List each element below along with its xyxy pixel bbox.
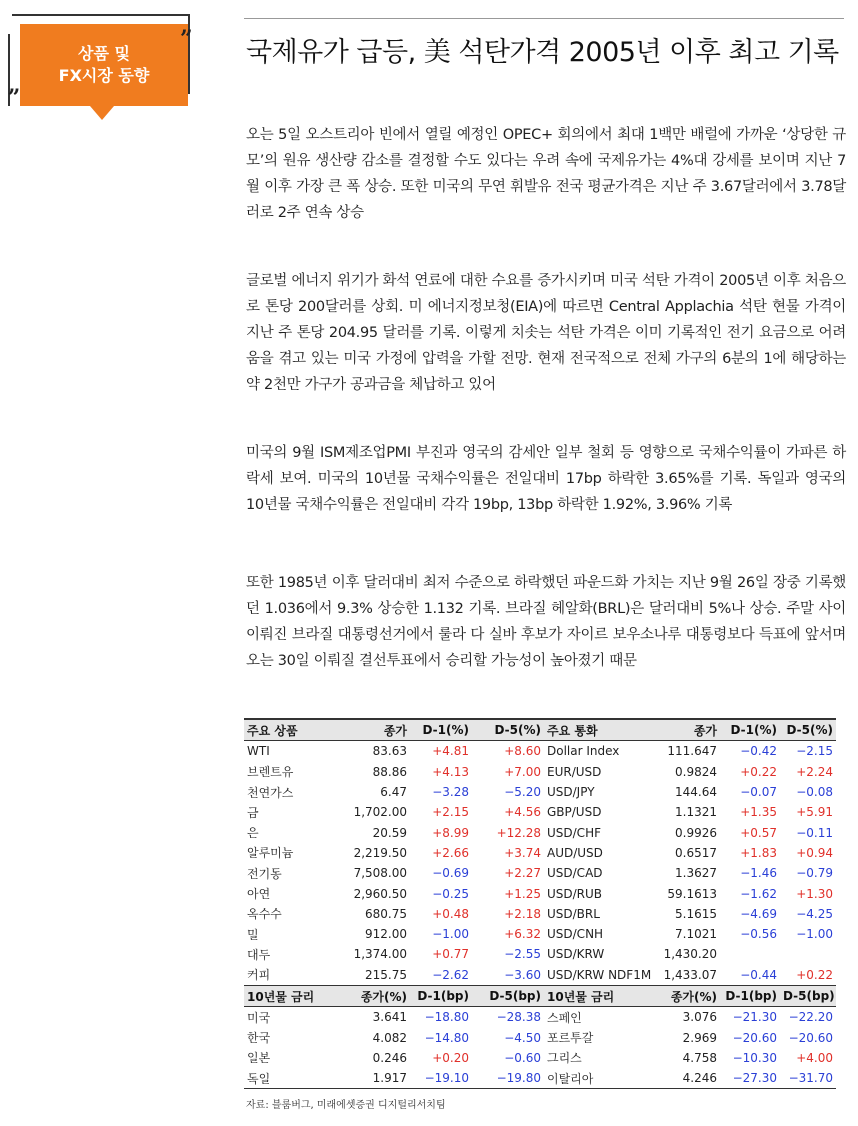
table-row (244, 1027, 836, 1047)
table-cell (720, 944, 780, 964)
table-row (244, 802, 836, 822)
table-cell: +2.18 (504, 906, 541, 921)
column-header: D-1(%) (422, 723, 469, 738)
close-quote-icon: ” (180, 26, 193, 52)
table-cell: −27.30 (732, 1071, 777, 1086)
table-cell: −2.55 (504, 947, 541, 962)
table-cell: 미국 (247, 1010, 271, 1025)
table-cell: USD/RUB (547, 886, 603, 901)
column-header: D-5(%) (786, 723, 833, 738)
table-cell: USD/BRL (547, 906, 600, 921)
table-row (244, 924, 836, 944)
table-cell: USD/CAD (547, 866, 603, 881)
table-cell: +2.15 (432, 805, 469, 820)
table-row (244, 822, 836, 842)
table-cell: 0.6517 (675, 845, 717, 860)
page-title: 국제유가 급등, 美 석탄가격 2005년 이후 최고 기록 (246, 37, 839, 68)
table-cell: −4.69 (740, 906, 777, 921)
table-row (244, 1048, 836, 1068)
table-cell: 0.246 (372, 1050, 407, 1065)
table-cell: 전기동 (247, 866, 282, 881)
table-cell: +4.13 (432, 764, 469, 779)
table-cell: WTI (247, 744, 270, 759)
table-cell (780, 944, 836, 964)
table-row (244, 1007, 836, 1028)
table-cell: 912.00 (365, 927, 407, 942)
table-cell: 7,508.00 (353, 866, 407, 881)
table-cell: USD/CHF (547, 825, 601, 840)
table-cell: 144.64 (675, 785, 717, 800)
column-header: D-5(bp) (783, 989, 835, 1003)
badge-tail (90, 106, 114, 120)
table-cell: 1.917 (372, 1071, 407, 1086)
table-cell: 0.9824 (675, 764, 717, 779)
table-cell: −2.15 (796, 744, 833, 759)
table-cell: 7.1021 (675, 927, 717, 942)
table-cell: +0.20 (432, 1050, 469, 1065)
table-cell: +4.00 (796, 1050, 833, 1065)
title-rule (244, 18, 844, 19)
table-row (244, 904, 836, 924)
table-cell: +0.94 (796, 845, 833, 860)
table-cell: −1.46 (740, 866, 777, 881)
table-cell: −1.00 (796, 927, 833, 942)
table-cell: USD/KRW (547, 947, 605, 962)
table-cell: −0.79 (796, 866, 833, 881)
table-cell: −18.80 (424, 1010, 469, 1025)
table-cell: 3.641 (372, 1010, 407, 1025)
section-badge (8, 14, 198, 124)
table-cell: 6.47 (380, 785, 407, 800)
table-cell: 알루미늄 (247, 846, 294, 861)
table-cell: 680.75 (365, 906, 407, 921)
table-cell: −2.62 (432, 967, 469, 982)
table-row (244, 762, 836, 782)
table-cell: −3.28 (432, 785, 469, 800)
table-cell: −0.25 (432, 886, 469, 901)
table-cell: 밀 (247, 927, 259, 942)
table-cell: +2.24 (796, 764, 833, 779)
column-header: D-1(bp) (725, 989, 777, 1003)
table-cell: 3.076 (682, 1010, 717, 1025)
table-cell: USD/CNH (547, 927, 604, 942)
table-row (244, 883, 836, 903)
table-cell: +1.83 (740, 845, 777, 860)
column-header: 주요 통화 (547, 723, 598, 738)
table-cell: 2,219.50 (353, 845, 407, 860)
bond-header (244, 985, 836, 1006)
table-cell: +6.32 (504, 927, 541, 942)
table-cell: USD/KRW NDF1M (547, 967, 652, 982)
table-cell: 그리스 (547, 1051, 582, 1066)
commodity-fx-rows (244, 741, 836, 986)
table-cell: 88.86 (372, 764, 407, 779)
table-cell: −19.80 (496, 1071, 541, 1086)
table-cell: −0.69 (432, 866, 469, 881)
table-cell: −22.20 (788, 1010, 833, 1025)
table-row (244, 741, 836, 762)
table-cell: 1,702.00 (353, 805, 407, 820)
table-cell: 4.758 (682, 1050, 717, 1065)
table-cell: +4.56 (504, 805, 541, 820)
table-cell: −3.60 (504, 967, 541, 982)
table-cell: −0.42 (740, 744, 777, 759)
paragraph-fx: 또한 1985년 이후 달러대비 최저 수준으로 하락했던 파운드화 가치는 지난 9월 26일 장중 기록했던 1.036에서 9.3% 상승한 1.132 기록. 브라질 헤알화(BRL)은 달러대비 5%나 상승. 주말 사이 이뤄진 브라질 대통령선거에서 룰라 다 실바 후보가 자이르 보우소나루 대통령보다 득표에 앞서며 오는 30일 이뤄질 결선투표에서 승리할 가능성이 높아졌기 때문 (246, 575, 846, 669)
table-cell: 천연가스 (247, 785, 294, 800)
table-cell: 금 (247, 805, 259, 820)
table-cell: 111.647 (667, 744, 717, 759)
table-row (244, 965, 836, 986)
table-cell: 한국 (247, 1031, 271, 1046)
table-cell: 4.246 (682, 1071, 717, 1086)
table-cell: 4.082 (372, 1030, 407, 1045)
table-row (244, 843, 836, 863)
table-cell: −28.38 (496, 1010, 541, 1025)
table-cell: 1.1321 (675, 805, 717, 820)
open-quote-icon: „ (8, 72, 21, 98)
table-cell: 59.1613 (667, 886, 717, 901)
table-cell: USD/JPY (547, 785, 595, 800)
paragraph-bonds: 미국의 9월 ISM제조업PMI 부진과 영국의 감세안 일부 철회 등 영향으로 국채수익률이 가파른 하락세 보여. 미국의 10년물 국채수익률은 전일대비 17bp 하락한 3.65%를 기록. 독일과 영국의 10년물 국채수익률은 전일대비 각각 19bp, 13bp 하락한 1.92%, 3.96% 기록 (246, 445, 846, 513)
column-header: D-1(%) (730, 723, 777, 738)
table-cell: +0.22 (740, 764, 777, 779)
table-cell: 옥수수 (247, 907, 282, 922)
table-cell: 포르투갈 (547, 1031, 594, 1046)
column-header: 종가 (693, 723, 717, 738)
table-cell: +8.60 (504, 744, 541, 759)
table-cell: −20.60 (732, 1030, 777, 1045)
table-cell: 2,960.50 (353, 886, 407, 901)
paragraph-oil: 오는 5일 오스트리아 빈에서 열릴 예정인 OPEC+ 회의에서 최대 1백만 배럴에 가까운 ‘상당한 규모’의 원유 생산량 감소를 결정할 수도 있다는 우려 속에 국제유가는 4%대 강세를 보이며 지난 7월 이후 가장 큰 폭 상승. 또한 미국의 무연 휘발유 전국 평균가격은 지난 주 3.67달러에서 3.78달러로 2주 연속 상승 (246, 127, 846, 221)
table-cell: −0.56 (740, 927, 777, 942)
table-cell: +0.77 (432, 947, 469, 962)
table-cell: 20.59 (372, 825, 407, 840)
table-cell: 1,374.00 (353, 947, 407, 962)
table-cell: +7.00 (504, 764, 541, 779)
badge-line-2: FX시장 동향 (58, 66, 150, 85)
column-header: 주요 상품 (247, 723, 298, 738)
table-cell: −0.60 (504, 1050, 541, 1065)
table-cell: 0.9926 (675, 825, 717, 840)
table-cell: 1.3627 (675, 866, 717, 881)
column-header: D-5(%) (494, 723, 541, 738)
table-cell: GBP/USD (547, 805, 602, 820)
table-cell: 브렌트유 (247, 765, 294, 780)
table-cell: −0.07 (740, 785, 777, 800)
badge-label (20, 24, 188, 106)
table-cell: +1.35 (740, 805, 777, 820)
table-cell: −0.11 (796, 825, 833, 840)
table-cell: −19.10 (424, 1071, 469, 1086)
table-cell: −10.30 (732, 1050, 777, 1065)
table-cell: 5.1615 (675, 906, 717, 921)
table-cell: AUD/USD (547, 845, 603, 860)
table-cell: −14.80 (424, 1030, 469, 1045)
table-cell: +0.57 (740, 825, 777, 840)
table-cell: −21.30 (732, 1010, 777, 1025)
table-cell: 대두 (247, 947, 271, 962)
table-cell: 커피 (247, 968, 271, 983)
table-cell: −0.44 (740, 967, 777, 982)
column-header: 10년물 금리 (247, 989, 315, 1004)
table-cell: +2.27 (504, 866, 541, 881)
table-header (244, 719, 836, 741)
table-row (244, 944, 836, 964)
column-header: 종가 (383, 723, 407, 738)
table-cell: +5.91 (796, 805, 833, 820)
table-cell: +0.48 (432, 906, 469, 921)
badge-line-1: 상품 및 (78, 44, 130, 63)
table-cell: EUR/USD (547, 764, 602, 779)
table-cell: 이탈리아 (547, 1071, 594, 1086)
table-cell: +0.22 (796, 967, 833, 982)
table-cell: 독일 (247, 1071, 271, 1086)
table-cell: 일본 (247, 1051, 271, 1066)
column-header: 종가(%) (670, 989, 717, 1004)
table-cell: −5.20 (504, 785, 541, 800)
table-cell: 은 (247, 826, 259, 841)
table-cell: −4.25 (796, 906, 833, 921)
table-cell: −31.70 (788, 1071, 833, 1086)
table-cell: −1.62 (740, 886, 777, 901)
table-cell: +2.66 (432, 845, 469, 860)
table-cell: +3.74 (504, 845, 541, 860)
table-cell: 1,430.20 (663, 947, 717, 962)
table-cell: +12.28 (496, 825, 541, 840)
column-header: D-1(bp) (417, 989, 469, 1003)
table-cell: 아연 (247, 887, 271, 902)
table-row (244, 782, 836, 802)
table-cell: 1,433.07 (663, 967, 717, 982)
table-cell: +1.30 (796, 886, 833, 901)
table-row (244, 863, 836, 883)
table-cell: 스페인 (547, 1010, 582, 1025)
source-note: 자료: 블룸버그, 미래에셋증권 디지털리서치팀 (246, 1100, 446, 1111)
table-cell: 2.969 (682, 1030, 717, 1045)
column-header: 10년물 금리 (547, 989, 615, 1004)
table-cell: 83.63 (372, 744, 407, 759)
bond-rows (244, 985, 836, 1088)
table-cell: +4.81 (432, 744, 469, 759)
table-cell: −4.50 (504, 1030, 541, 1045)
table-cell: −0.08 (796, 785, 833, 800)
table-cell: 215.75 (365, 967, 407, 982)
table-cell: +1.25 (504, 886, 541, 901)
table-cell: −1.00 (432, 927, 469, 942)
column-header: D-5(bp) (489, 989, 541, 1003)
table-cell: Dollar Index (547, 744, 620, 759)
table-row (244, 1068, 836, 1089)
table-cell: −20.60 (788, 1030, 833, 1045)
column-header: 종가(%) (360, 989, 407, 1004)
market-table (244, 718, 836, 1089)
paragraph-coal: 글로벌 에너지 위기가 화석 연료에 대한 수요를 증가시키며 미국 석탄 가격이 2005년 이후 처음으로 톤당 200달러를 상회. 미 에너지정보청(EIA)에 따르면 Central Applachia 석탄 현물 가격이 지난 주 톤당 204.95 달러를 기록. 이렇게 치솟는 석탄 가격은 이미 기록적인 전기 요금으로 어려움을 겪고 있는 미국 가정에 압력을 가할 전망. 현재 전국적으로 전체 가구의 6분의 1에 해당하는 약 2천만 가구가 공과금을 체납하고 있어 (246, 273, 846, 393)
table-cell: +8.99 (432, 825, 469, 840)
